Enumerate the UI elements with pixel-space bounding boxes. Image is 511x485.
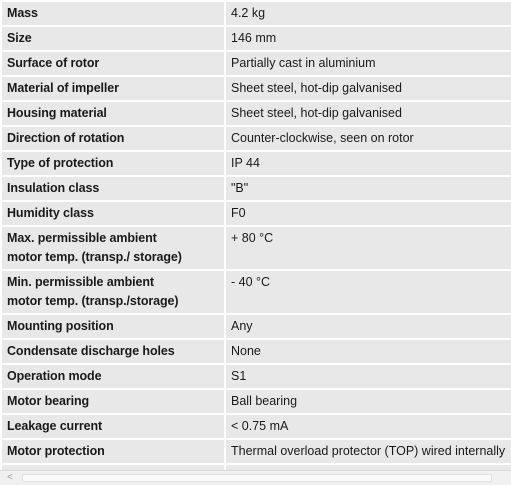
table-row bbox=[2, 102, 511, 125]
row-label-line: Min. permissible ambient bbox=[7, 275, 154, 289]
row-value: Counter-clockwise, seen on rotor bbox=[226, 127, 511, 150]
row-label: Material of impeller bbox=[2, 77, 224, 100]
table-row bbox=[2, 415, 511, 438]
table-row bbox=[2, 440, 511, 463]
row-value: - 40 °C bbox=[226, 271, 511, 313]
row-value: + 80 °C bbox=[226, 227, 511, 269]
table-row bbox=[2, 27, 511, 50]
table-row bbox=[2, 271, 511, 313]
row-value: < 0.75 mA bbox=[226, 415, 511, 438]
row-value: 146 mm bbox=[226, 27, 511, 50]
row-value: 4.2 kg bbox=[226, 2, 511, 25]
row-label: Housing material bbox=[2, 102, 224, 125]
table-row bbox=[2, 340, 511, 363]
row-value: Thermal overload protector (TOP) wired internally bbox=[226, 440, 511, 463]
scroll-left-button[interactable] bbox=[3, 473, 17, 483]
row-value: Partially cast in aluminium bbox=[226, 52, 511, 75]
row-label: Size bbox=[2, 27, 224, 50]
row-label: Condensate discharge holes bbox=[2, 340, 224, 363]
row-label: Motor protection bbox=[2, 440, 224, 463]
table-row bbox=[2, 77, 511, 100]
row-label: Humidity class bbox=[2, 202, 224, 225]
row-label bbox=[2, 271, 224, 313]
table-row bbox=[2, 315, 511, 338]
row-label: Leakage current bbox=[2, 415, 224, 438]
row-label-line: Max. permissible ambient bbox=[7, 231, 157, 245]
row-value: Ball bearing bbox=[226, 390, 511, 413]
row-value: "B" bbox=[226, 177, 511, 200]
table-row bbox=[2, 2, 511, 25]
table-row bbox=[2, 365, 511, 388]
row-value: IP 44 bbox=[226, 152, 511, 175]
row-label: Motor bearing bbox=[2, 390, 224, 413]
row-value: S1 bbox=[226, 365, 511, 388]
row-label-line: motor temp. (transp./storage) bbox=[7, 294, 179, 308]
table-row bbox=[2, 127, 511, 150]
table-row bbox=[2, 390, 511, 413]
row-value: Any bbox=[226, 315, 511, 338]
row-label: Direction of rotation bbox=[2, 127, 224, 150]
table-row bbox=[2, 52, 511, 75]
table-row bbox=[2, 202, 511, 225]
row-label: Insulation class bbox=[2, 177, 224, 200]
table-row bbox=[2, 227, 511, 269]
table-row bbox=[2, 177, 511, 200]
row-label: Type of protection bbox=[2, 152, 224, 175]
row-value: Sheet steel, hot-dip galvanised bbox=[226, 77, 511, 100]
horizontal-scrollbar[interactable] bbox=[0, 470, 511, 485]
row-label-line: motor temp. (transp./ storage) bbox=[7, 250, 182, 264]
row-label: Surface of rotor bbox=[2, 52, 224, 75]
row-label: Mounting position bbox=[2, 315, 224, 338]
row-value: Sheet steel, hot-dip galvanised bbox=[226, 102, 511, 125]
scrollbar-thumb[interactable] bbox=[22, 474, 492, 482]
chevron-left-icon: < bbox=[7, 472, 13, 483]
row-value: None bbox=[226, 340, 511, 363]
row-label bbox=[2, 227, 224, 269]
row-value: F0 bbox=[226, 202, 511, 225]
row-label: Mass bbox=[2, 2, 224, 25]
table-row bbox=[2, 152, 511, 175]
row-label: Operation mode bbox=[2, 365, 224, 388]
